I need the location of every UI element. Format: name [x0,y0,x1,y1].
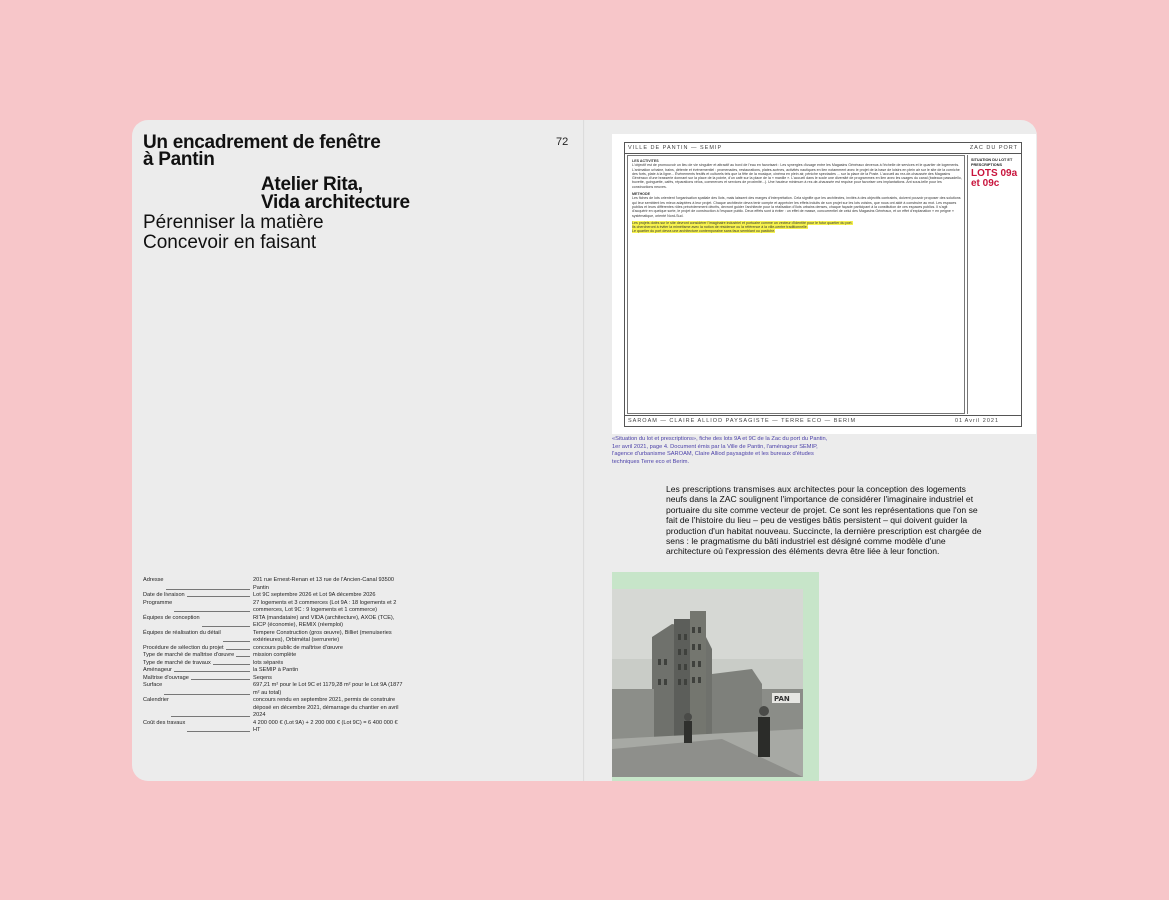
spec-label-text: Programme [143,599,173,606]
spec-leader-line [191,675,250,680]
spec-label [143,652,253,660]
spec-label-text: Type de marché de maîtrise d'œuvre [143,652,235,658]
sheet-header [625,143,1021,154]
spec-label [143,630,253,645]
spec-value: RITA (mandataire) and VIDA (architecture), AXOE (TCE), EICP (économie), REMIX (réemploi) [253,614,395,628]
spec-label-text: Surface [143,682,163,688]
spec-label [143,577,253,592]
spec-leader-line [164,682,250,695]
author-line: Atelier Rita, [261,174,363,195]
spec-value: la SEMIP à Pantin [253,667,299,673]
spec-label [143,667,253,675]
spec-label-text: Coût des travaux [143,719,186,726]
spec-label [143,682,253,697]
spec-leader-line [236,652,250,657]
spec-label [143,720,253,735]
subtitle-line: Pérenniser la matière [143,212,324,233]
spec-row [143,630,443,645]
spec-label-text: Adresse [143,577,164,583]
spec-row [143,697,443,720]
subtitle-line: Concevoir en faisant [143,232,317,253]
sheet-footer [625,415,1021,426]
spec-row [143,615,443,630]
sheet-content-box [627,155,965,414]
spec-leader-line [226,645,250,650]
spec-row [143,720,443,735]
spec-label-text: Procédure de sélection du projet [143,644,224,651]
spec-label [143,660,253,668]
spec-value: Tempere Construction (gros œuvre), Billiet (menuiseries extérieures), Orbimétal (serrurerie) [253,629,392,643]
spec-row [143,675,443,683]
project-specs-table [143,577,443,735]
spec-label [143,675,253,683]
sheet-body [632,159,962,234]
spec-value: lots séparés [253,659,284,666]
warehouse-photo-illustration [612,589,803,777]
spec-label [143,615,253,630]
sheet-footer-left: SAROAM — CLAIRE ALLIOD PAYSAGISTE — TERRE ECO — BERIM [628,418,857,424]
spec-label-text: Type de marché de travaux [143,659,211,666]
spec-leader-line [166,577,250,590]
magazine-spread [132,120,1037,781]
spec-value: 697,21 m² pour le Lot 9C et 1179,28 m² pour le Lot 9A (1877 m² au total) [253,682,403,696]
highlighted-line: Ils chercheront à éviter la mimétisme avec la notion de résidence ou la référence à la ville-centre traditionnelle. [632,225,808,230]
sheet-header-right: ZAC DU PORT [969,145,1018,151]
photo-sign-text: PAN [774,695,790,703]
title-line: à Pantin [143,149,215,170]
spec-leader-line [223,630,250,643]
spec-leader-line [174,600,250,613]
spec-leader-line [187,592,250,597]
article-authors [261,176,561,212]
spec-leader-line [174,667,250,672]
spec-value: mission complète [253,652,297,658]
sheet-side-label: SITUATION DU LOT ET PRESCRIPTIONS [971,158,1013,167]
page-gutter [583,120,585,781]
sheet-footer-date: Avril 2021 [964,418,999,424]
spec-label-text: Calendrier [143,697,169,703]
spec-label-text: Équipes de conception [143,614,200,621]
highlighted-line: Le quartier du port devra une architecture contemporaine sans faux semblant ou pastiche. [632,229,776,234]
sheet-section-title: METHODE [632,192,650,197]
spec-leader-line [171,697,250,717]
page-number: 72 [556,136,569,148]
sheet-paragraph: Les fiches de lots orientent l'organisation spatiale des îlots, mais laissent des marges d'interprétation. Cela signifie que les architectes, invités à des objectifs contraints, doivent pouvoir proposer des solutions qui leur semblent les mieux adaptées à leur projet. Chaque architecte devra tenir compte et apprécier les effets induits de son projet sur les lots voisins, que nous ont aidé à construire au mot. Les espaces publics et leurs différentes rôles précédemment décrits, devront guider l'architecte pour la réalisation d'îlots urbains denses, chaque façade participant à la constitution de ces espaces publics. Il s'agit d'acquérir en quelque sorte, le projet de construction à l'espace public. Deux effets sont à éviter : un effet de masse, concurrentiel de celui des Magasins Généraux, et un effet d'explanation « en peigne » systématique, orienté Nord-Sud. [632,196,961,218]
spec-label [143,592,253,600]
spec-row [143,592,443,600]
sheet-highlighted-prescriptions [632,221,962,234]
spec-value: 27 logements et 3 commerces (Lot 9A : 18 logements et 2 commerces, Lot 9C : 9 logements et 1 commerce) [253,599,397,613]
sheet-frame [624,142,1022,427]
spec-value: concours rendu en septembre 2021, permis de construire déposé en décembre 2021, démarrage du chantier en avril 2024 [253,697,399,718]
archival-photo-industrial-buildings [612,589,803,777]
sheet-header-left: VILLE DE PANTIN — SEMIP [628,145,723,151]
spec-value: 4 200 000 € (Lot 9A) + 2 200 000 € (Lot 9C) = 6 400 000 € HT [253,719,398,733]
lot-prescription-sheet [612,134,1036,434]
sheet-paragraph: L'objectif est de promouvoir un lieu de vie singulier et attractif au bord de l'eau en favorisant : Les synergies d'usage entre les Magasins Généraux devenus à l'échelle de services et le quartier de logements. L'animation urbaine, bains, détente et événementiel : promenades, restaurations, plates-scènes, activités nautiques en lien notamment avec le projet de la base de loisirs en plein air sur le site de la corniche des forts, plate à la ligne... Événements festifs et culturels tels que la fête de la musique, cinéma en plein air, péniche spectacles ... sur la place de la Poste. L'accueil au rez-de-chaussée des Magasins Généraux d'une brasserie donnant sur la place de la pointe, d'un café sur la place de la « manille ». L'accueil dans le socle une diversité de programmes en lien avec les usages du canal (bateaux passadello, buvette, guinguette, cafés, réparations vélos, commerces et services de proximité...). Une hauteur minimum à rez-de-chaussée est requise pour favoriser ces implantations. Ant sous-telle pour les constructions neuves. [632,163,962,189]
spec-row [143,600,443,615]
spec-label-text: Aménageur [143,667,172,673]
spec-leader-line [213,660,250,665]
spec-value: 201 rue Ernest-Renan et 13 rue de l'Ancien-Canal 93500 Pantin [253,577,395,591]
spec-leader-line [202,615,250,628]
figure-caption: «Situation du lot et prescriptions», fiche des lots 9A et 9C de la Zac du port du Pantin, 1er avril 2021, page 4. Document émis par la Ville de Pantin, l'aménageur SEMIP, l'agence d'urbanisme SAROAM, Claire Alliod paysagiste et les bureaux d'études techniques Terre eco et Berim. [612,436,828,465]
spec-label [143,697,253,720]
spec-label-text: Équipes de réalisation du détail [143,629,221,636]
spec-row [143,682,443,697]
spec-value: Lot 9C septembre 2026 et Lot 9A décembre 2026 [253,592,376,598]
article-title [143,134,463,168]
sheet-section-title: LES ACTIVITES [632,159,659,163]
spec-leader-line [187,720,250,733]
sheet-footer-page: 01 [955,418,964,424]
sheet-lots-title: LOTS 09a et 09c [971,168,1018,189]
body-paragraph: Les prescriptions transmises aux architectes pour la conception des logements neufs dans la ZAC soulignent l'importance de considérer l'imaginaire industriel et portuaire du site comme vecteur de projet. Ce sont les représentations que l'on se fait de l'histoire du lieu – peu de vestiges bâtis persistent – qui doivent guider la production d'un habitat nouveau. Succincte, la dernière prescription est chargée de sens : le pragmatisme du bâti industriel est désigné comme modèle d'une architecture où l'expression des éléments devra être liée à leur fonction. [666,484,982,557]
spec-value: Seqens [253,674,272,681]
spec-row [143,645,443,653]
highlighted-line: Les projets dotés sur le site devront considérer l'imaginaire industriel et portuaire comme un vecteur d'identité pour le futur quartier du port. [632,220,853,225]
spec-label [143,645,253,653]
author-line: Vida architecture [261,192,410,213]
spec-row [143,577,443,592]
article-subtitle [143,213,463,253]
spec-value: concours public de maîtrise d'œuvre [253,644,343,651]
spec-row [143,652,443,660]
spec-label-text: Date de livraison [143,592,185,598]
spec-row [143,660,443,668]
sheet-side-panel [967,155,1019,414]
spec-row [143,667,443,675]
spec-label [143,600,253,615]
title-line: Un encadrement de fenêtre [143,132,381,153]
spec-label-text: Maîtrise d'ouvrage [143,674,189,681]
